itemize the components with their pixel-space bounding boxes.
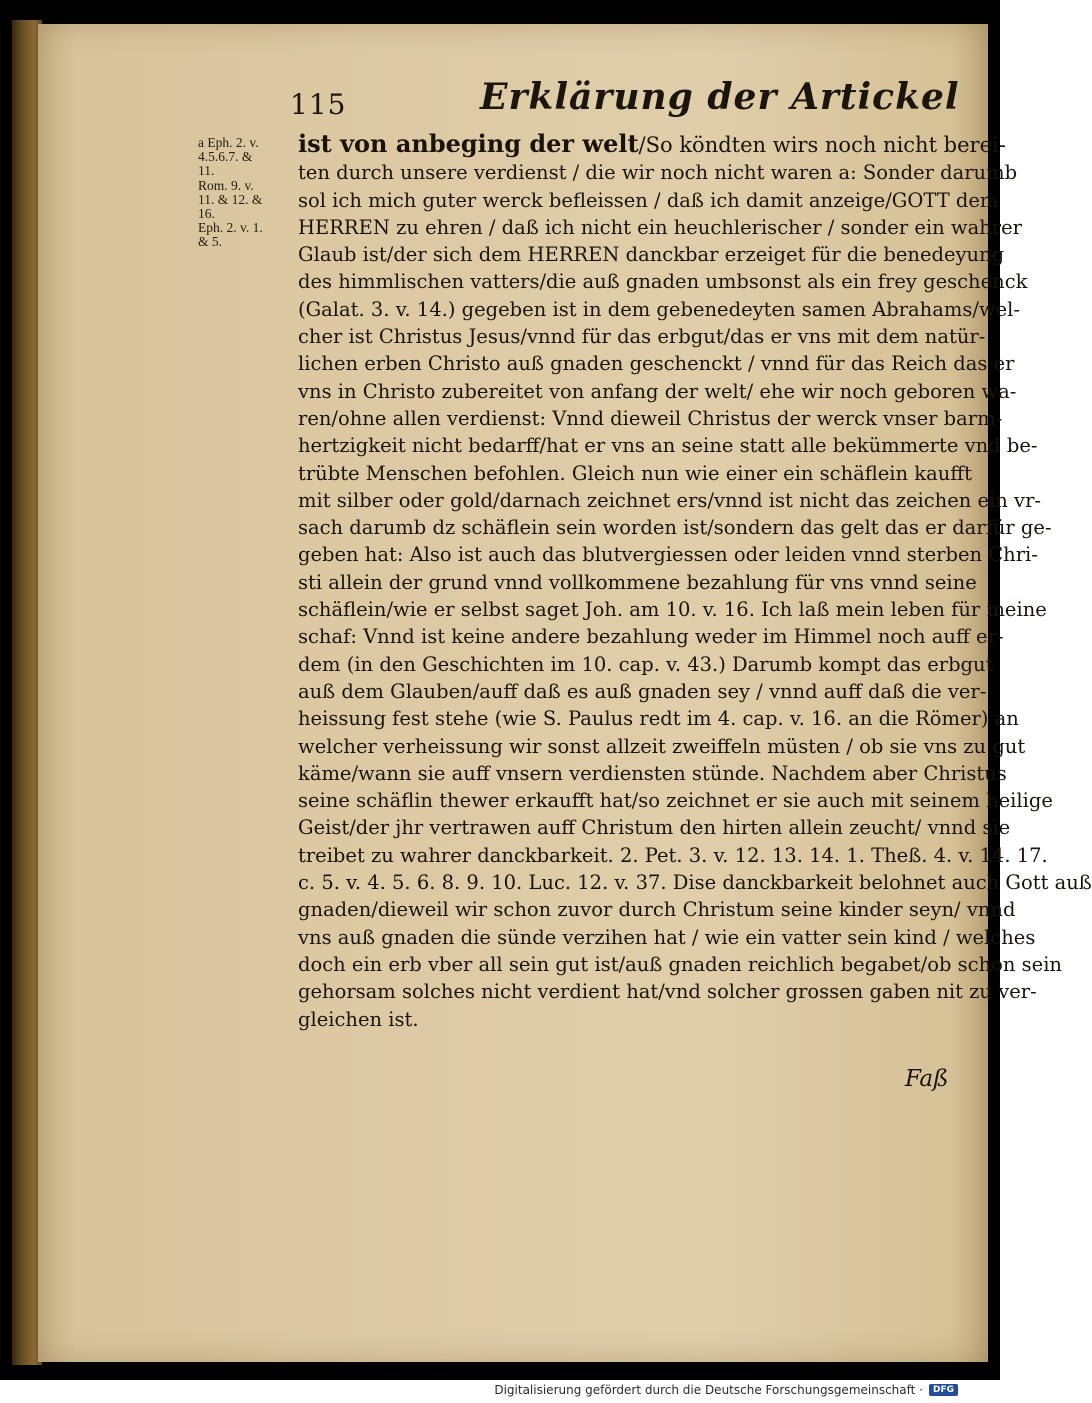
body-line: sol ich mich guter werck befleissen / daß ich damit anzeige/GOTT dem [298,188,999,212]
body-line: trübte Menschen befohlen. Gleich nun wie einer ein schäflein kaufft [298,461,972,485]
body-line: sach darumb dz schäflein sein worden ist/sondern das gelt das er darfür ge- [298,516,1052,540]
body-text [298,129,1092,1033]
body-first-lead: ist von anbeging der welt [298,129,639,158]
margin-note: 16. [198,206,215,222]
body-line: geben hat: Also ist auch das blutvergiessen oder leiden vnnd sterben Chri- [298,543,1038,567]
footer-credit-text: Digitalisierung gefördert durch die Deutsche Forschungsgemeinschaft · [494,1383,923,1397]
body-line: käme/wann sie auff vnsern verdiensten stünde. Nachdem aber Christus [298,761,1007,785]
body-line: c. 5. v. 4. 5. 6. 8. 9. 10. Luc. 12. v. 37. Dise danckbarkeit belohnet auch Gott auß [298,871,1092,895]
body-line: heissung fest stehe (wie S. Paulus redt im 4. cap. v. 16. an die Römer) an [298,707,1019,731]
body-line: schaf: Vnnd ist keine andere bezahlung weder im Himmel noch auff er- [298,625,1004,649]
body-line: seine schäflin thewer erkaufft hat/so zeichnet er sie auch mit seinem heilige [298,789,1053,813]
body-line: auß dem Glauben/auff daß es auß gnaden sey / vnnd auff daß die ver- [298,679,987,703]
body-line: (Galat. 3. v. 14.) gegeben ist in dem gebenedeyten samen Abrahams/wel- [298,297,1020,321]
margin-note: 11. & 12. & [198,191,263,207]
running-head [290,70,970,120]
margin-note: & 5. [198,234,223,250]
body-line: dem (in den Geschichten im 10. cap. v. 43.) Darumb kompt das erbgut [298,652,994,676]
margin-note: Eph. 2. v. 1. [198,220,263,236]
running-title: Erklärung der Artickel [480,76,960,118]
catchword: Faß [905,1066,949,1092]
margin-note: a Eph. 2. v. [198,135,259,150]
body-line: hertzigkeit nicht bedarff/hat er vns an seine statt alle bekümmerte vnd be- [298,434,1038,458]
body-line: vns in Christo zubereitet von anfang der welt/ ehe wir noch geboren wa- [298,379,1017,403]
body-line: vns auß gnaden die sünde verzihen hat / wie ein vatter sein kind / welches [298,925,1036,949]
margin-note: 4.5.6.7. & [198,149,253,165]
body-line: gleichen ist. [298,1007,419,1031]
body-line: cher ist Christus Jesus/vnnd für das erbgut/das er vns mit dem natür- [298,325,986,349]
body-line: gehorsam solches nicht verdient hat/vnd solcher grossen gaben nit zu ver- [298,980,1037,1004]
margin-note: Rom. 9. v. [198,177,254,193]
footer-credit [494,1383,958,1397]
body-line: Geist/der jhr vertrawen auff Christum den hirten allein zeucht/ vnnd sie [298,816,1011,840]
body-line: ten durch unsere verdienst / die wir noch nicht waren a: Sonder darumb [298,161,1018,185]
body-line: lichen erben Christo auß gnaden geschenckt / vnnd für das Reich das er [298,352,1015,376]
body-line: des himmlischen vatters/die auß gnaden umbsonst als ein frey geschenck [298,270,1028,294]
body-line: HERREN zu ehren / daß ich nicht ein heuchlerischer / sonder ein wahrer [298,215,1022,239]
body-line [298,129,1006,159]
body-line: ren/ohne allen verdienst: Vnnd dieweil Christus der werck vnser barm- [298,406,1003,430]
body-line: schäflein/wie er selbst saget Joh. am 10. v. 16. Ich laß mein leben für meine [298,598,1047,622]
body-line: doch ein erb vber all sein gut ist/auß gnaden reichlich begabet/ob schon sein [298,952,1062,976]
body-line: mit silber oder gold/darnach zeichnet ers/vnnd ist nicht das zeichen ein vr- [298,488,1041,512]
body-line: Glaub ist/der sich dem HERREN danckbar erzeiget für die benedeyung [298,243,1005,267]
dfg-logo[interactable]: DFG [929,1384,958,1396]
body-line: welcher verheissung wir sonst allzeit zweiffeln müsten / ob sie vns zu gut [298,734,1026,758]
page-number: 115 [290,88,347,121]
body-first-rest: /So köndten wirs noch nicht berei- [638,133,1006,157]
body-line: gnaden/dieweil wir schon zuvor durch Christum seine kinder seyn/ vnnd [298,898,1016,922]
body-line: treibet zu wahrer danckbarkeit. 2. Pet. 3. v. 12. 13. 14. 1. Theß. 4. v. 14. 17. [298,843,1048,867]
margin-note: 11. [198,163,215,179]
body-line: sti allein der grund vnnd vollkommene bezahlung für vns vnnd seine [298,570,977,594]
margin-notes [198,136,298,250]
